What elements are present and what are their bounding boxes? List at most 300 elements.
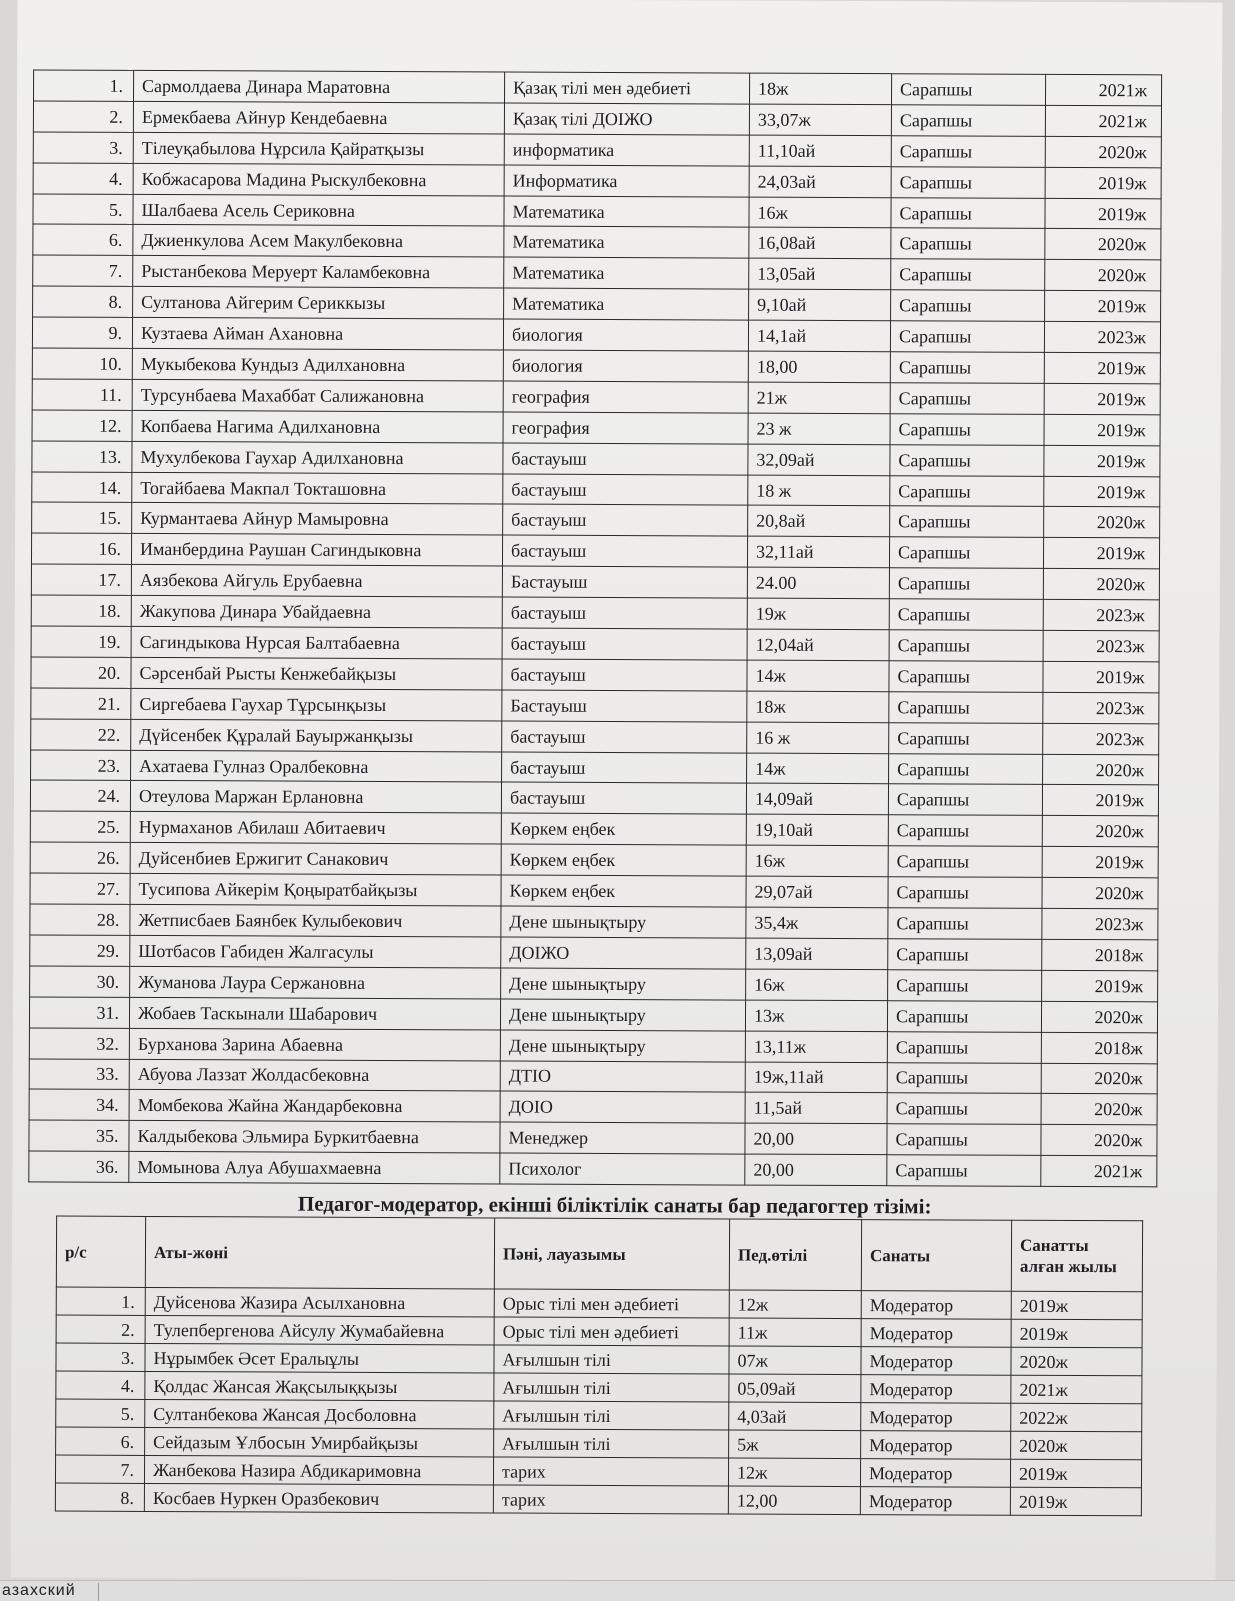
- cell-category: Сарапшы: [888, 784, 1042, 816]
- cell-name: Момбекова Жайна Жандарбековна: [129, 1090, 500, 1123]
- cell-category: Сарапшы: [887, 1062, 1041, 1094]
- cell-experience: 24,03ай: [749, 166, 891, 198]
- cell-year: 2020ж: [1045, 136, 1161, 167]
- cell-subject: Көркем еңбек: [501, 875, 746, 907]
- table-row: [31, 533, 1159, 569]
- cell-experience: 18,00: [748, 351, 890, 383]
- cell-year: 2019ж: [1044, 476, 1160, 507]
- cell-experience: 16ж: [746, 969, 888, 1001]
- cell-experience: 20,8ай: [748, 506, 890, 538]
- cell-subject: Психолог: [500, 1153, 745, 1185]
- cell-number: 4.: [33, 163, 133, 194]
- cell-category: Модератор: [861, 1375, 1011, 1404]
- table-row: [31, 719, 1159, 755]
- table-row: [30, 811, 1158, 847]
- cell-experience: 35,4ж: [746, 907, 888, 939]
- cell-name: Султанбекова Жансая Досболовна: [145, 1399, 494, 1429]
- cell-experience: 20,00: [745, 1154, 887, 1186]
- cell-year: 2023ж: [1043, 723, 1159, 754]
- table-row: [32, 410, 1160, 446]
- cell-category: Сарапшы: [889, 568, 1043, 600]
- cell-category: Сарапшы: [890, 352, 1044, 384]
- table-row: [31, 595, 1159, 631]
- table-row: [31, 657, 1159, 693]
- cell-category: Сарапшы: [890, 413, 1044, 445]
- table-row: [30, 966, 1158, 1002]
- cell-experience: 16ж: [749, 197, 891, 229]
- cell-number: 18.: [31, 595, 131, 626]
- cell-name: Рыстанбекова Меруерт Каламбековна: [133, 256, 504, 289]
- cell-subject: бастауыш: [502, 721, 747, 753]
- cell-subject: Көркем еңбек: [501, 844, 746, 876]
- cell-year: 2020ж: [1044, 507, 1160, 538]
- cell-name: Сиргебаева Гаухар Тұрсынқызы: [131, 688, 502, 721]
- cell-name: Джиенкулова Асем Макулбековна: [133, 225, 504, 258]
- cell-name: Ахатаева Гулназ Оралбековна: [131, 750, 502, 783]
- table-row: [31, 688, 1159, 724]
- cell-subject: тарих: [493, 1457, 728, 1486]
- cell-number: 8.: [55, 1483, 144, 1511]
- cell-name: Кобжасарова Мадина Рыскулбековна: [133, 163, 504, 196]
- cell-number: 11.: [32, 379, 132, 410]
- cell-number: 6.: [56, 1427, 145, 1455]
- cell-year: 2020ж: [1041, 1125, 1157, 1156]
- cell-year: 2019ж: [1045, 198, 1161, 229]
- cell-category: Сарапшы: [890, 383, 1044, 415]
- header-cell-year: Санатты алған жылы: [1011, 1220, 1142, 1292]
- cell-experience: 5ж: [729, 1430, 861, 1459]
- table-row: [32, 472, 1160, 508]
- cell-subject: ДОІЖО: [501, 937, 746, 969]
- cell-name: Ермекбаева Айнур Кендебаевна: [133, 101, 504, 134]
- cell-category: Сарапшы: [889, 753, 1043, 785]
- cell-name: Копбаева Нагима Адилхановна: [132, 410, 503, 443]
- cell-year: 2023ж: [1042, 908, 1158, 939]
- cell-name: Иманбердина Раушан Сагиндыковна: [131, 534, 502, 567]
- cell-subject: тарих: [493, 1485, 728, 1514]
- cell-experience: 21ж: [748, 382, 890, 414]
- cell-year: 2018ж: [1041, 1032, 1157, 1063]
- cell-experience: 29,07ай: [746, 876, 888, 908]
- table-row: [33, 224, 1161, 260]
- cell-year: 2021ж: [1045, 74, 1161, 105]
- cell-subject: бастауыш: [503, 443, 748, 475]
- cell-category: Сарапшы: [891, 105, 1045, 137]
- cell-category: Сарапшы: [887, 1093, 1041, 1125]
- cell-name: Мукыбекова Кундыз Адилхановна: [132, 348, 503, 381]
- cell-category: Сарапшы: [889, 722, 1043, 754]
- cell-number: 3.: [33, 132, 133, 163]
- cell-year: 2020ж: [1011, 1347, 1142, 1376]
- cell-name: Дүйсенбек Құралай Бауыржанқызы: [131, 719, 502, 752]
- cell-subject: бастауыш: [502, 535, 747, 567]
- cell-experience: 32,09ай: [748, 444, 890, 476]
- cell-subject: Ағылшын тілі: [494, 1401, 729, 1430]
- cell-name: Сейдазым Ұлбосын Умирбайқызы: [145, 1427, 494, 1457]
- cell-category: Сарапшы: [888, 846, 1042, 878]
- cell-number: 33.: [29, 1058, 129, 1089]
- cell-number: 22.: [31, 719, 131, 750]
- cell-year: 2020ж: [1042, 878, 1158, 909]
- status-bar: [0, 1580, 1235, 1601]
- cell-experience: 13,09ай: [746, 938, 888, 970]
- document-page: [11, 0, 1223, 1583]
- cell-subject: Қазақ тілі ДОІЖО: [504, 103, 749, 135]
- cell-name: Дуйсенбиев Ержигит Санакович: [130, 843, 501, 876]
- cell-category: Сарапшы: [891, 228, 1045, 260]
- cell-experience: 16ж: [746, 845, 888, 877]
- cell-category: Сарапшы: [889, 692, 1043, 724]
- table-row: [29, 1058, 1157, 1094]
- table-row: [32, 441, 1160, 477]
- language-indicator[interactable]: азахский: [2, 1582, 76, 1599]
- table-row: [29, 1089, 1157, 1125]
- cell-subject: Ағылшын тілі: [494, 1429, 729, 1458]
- cell-subject: Дене шынықтыру: [500, 1030, 745, 1062]
- cell-subject: ДОІО: [500, 1091, 745, 1123]
- cell-category: Сарапшы: [887, 1000, 1041, 1032]
- cell-experience: 05,09ай: [729, 1374, 861, 1403]
- cell-subject: бастауыш: [502, 597, 747, 629]
- cell-year: 2020ж: [1045, 229, 1161, 260]
- cell-number: 30.: [30, 966, 130, 997]
- cell-year: 2019ж: [1044, 445, 1160, 476]
- cell-number: 6.: [33, 224, 133, 255]
- cell-category: Сарапшы: [888, 939, 1042, 971]
- cell-number: 5.: [33, 194, 133, 225]
- header-cell-name: Аты-жөні: [145, 1216, 494, 1289]
- cell-number: 19.: [31, 626, 131, 657]
- cell-name: Жакупова Динара Убайдаевна: [131, 596, 502, 629]
- cell-experience: 12,00: [728, 1486, 860, 1515]
- cell-name: Нурмаханов Абилаш Абитаевич: [130, 812, 501, 845]
- table-row: [32, 502, 1160, 538]
- cell-category: Сарапшы: [887, 1124, 1041, 1156]
- cell-experience: 11,10ай: [749, 135, 891, 167]
- table-row: [33, 101, 1161, 137]
- cell-name: Тусипова Айкерім Қоңыратбайқызы: [130, 874, 501, 907]
- cell-number: 36.: [29, 1151, 129, 1182]
- cell-year: 2019ж: [1010, 1487, 1141, 1516]
- cell-number: 21.: [31, 688, 131, 719]
- cell-number: 10.: [32, 348, 132, 379]
- cell-experience: 18ж: [747, 691, 889, 723]
- cell-category: Сарапшы: [889, 599, 1043, 631]
- cell-subject: бастауыш: [502, 659, 747, 691]
- cell-number: 20.: [31, 657, 131, 688]
- table-row: [29, 1028, 1157, 1064]
- cell-subject: Көркем еңбек: [501, 813, 746, 845]
- header-cell-number: р/с: [56, 1216, 145, 1287]
- cell-number: 7.: [55, 1455, 144, 1483]
- cell-subject: Математика: [504, 288, 749, 320]
- cell-number: 12.: [32, 410, 132, 441]
- cell-subject: бастауыш: [503, 504, 748, 536]
- cell-year: 2019ж: [1044, 414, 1160, 445]
- cell-experience: 12ж: [729, 1290, 861, 1319]
- cell-category: Модератор: [860, 1487, 1010, 1516]
- cell-experience: 14ж: [747, 753, 889, 785]
- cell-subject: Менеджер: [500, 1122, 745, 1154]
- cell-year: 2019ж: [1043, 538, 1159, 569]
- cell-experience: 4,03ай: [729, 1402, 861, 1431]
- cell-subject: география: [503, 412, 748, 444]
- cell-year: 2021ж: [1045, 105, 1161, 136]
- cell-experience: 11ж: [729, 1318, 861, 1347]
- cell-number: 1.: [56, 1287, 145, 1315]
- table-row: [33, 163, 1161, 199]
- cell-category: Модератор: [861, 1319, 1011, 1348]
- cell-name: Тогайбаева Макпал Токташовна: [132, 472, 503, 505]
- cell-name: Мухулбекова Гаухар Адилхановна: [132, 441, 503, 474]
- cell-subject: география: [503, 381, 748, 413]
- cell-number: 1.: [34, 70, 134, 101]
- cell-subject: Математика: [504, 196, 749, 228]
- cell-subject: Дене шынықтыру: [501, 968, 746, 1000]
- cell-category: Сарапшы: [887, 1031, 1041, 1063]
- cell-subject: Математика: [504, 257, 749, 289]
- cell-number: 24.: [30, 780, 130, 811]
- cell-category: Сарапшы: [887, 1155, 1041, 1187]
- cell-category: Сарапшы: [891, 166, 1045, 198]
- cell-number: 2.: [33, 101, 133, 132]
- cell-name: Жанбекова Назира Абдикаримовна: [144, 1455, 493, 1485]
- cell-number: 32.: [29, 1028, 129, 1059]
- cell-category: Сарапшы: [888, 970, 1042, 1002]
- table-row: [30, 873, 1158, 909]
- table-row: [34, 70, 1162, 106]
- cell-year: 2021ж: [1041, 1156, 1157, 1187]
- cell-name: Абуова Лаззат Жолдасбековна: [129, 1059, 500, 1092]
- cell-year: 2023ж: [1043, 600, 1159, 631]
- cell-category: Модератор: [861, 1347, 1011, 1376]
- table-row: [29, 1120, 1157, 1156]
- cell-name: Косбаев Нуркен Оразбекович: [144, 1483, 493, 1513]
- cell-year: 2020ж: [1043, 569, 1159, 600]
- cell-year: 2020ж: [1011, 1431, 1142, 1460]
- cell-number: 5.: [56, 1399, 145, 1427]
- cell-year: 2023ж: [1043, 630, 1159, 661]
- cell-name: Жетписбаев Баянбек Кулыбекович: [130, 904, 501, 937]
- cell-experience: 07ж: [729, 1346, 861, 1375]
- table-row: [33, 132, 1161, 168]
- header-cell-category: Санаты: [861, 1220, 1011, 1292]
- cell-year: 2021ж: [1011, 1375, 1142, 1404]
- table-sarapshy: [28, 69, 1162, 1187]
- cell-category: Модератор: [860, 1459, 1010, 1488]
- cell-experience: 11,5ай: [745, 1092, 887, 1124]
- cell-year: 2020ж: [1041, 1063, 1157, 1094]
- cell-subject: Бастауыш: [502, 566, 747, 598]
- cell-name: Тілеуқабылова Нұрсила Қайратқызы: [133, 132, 504, 165]
- cell-subject: Ағылшын тілі: [494, 1345, 729, 1374]
- cell-subject: бастауыш: [501, 782, 746, 814]
- cell-year: 2020ж: [1041, 1094, 1157, 1125]
- cell-subject: Математика: [504, 226, 749, 258]
- cell-number: 29.: [30, 935, 130, 966]
- cell-experience: 16 ж: [747, 722, 889, 754]
- cell-category: Сарапшы: [888, 877, 1042, 909]
- cell-subject: Дене шынықтыру: [501, 906, 746, 938]
- table-row: [31, 564, 1159, 600]
- cell-number: 34.: [29, 1089, 129, 1120]
- cell-number: 2.: [56, 1315, 145, 1343]
- table-row: [29, 1151, 1157, 1187]
- cell-year: 2022ж: [1011, 1403, 1142, 1432]
- cell-name: Калдыбекова Эльмира Буркитбаевна: [129, 1121, 500, 1154]
- cell-year: 2019ж: [1042, 847, 1158, 878]
- cell-year: 2020ж: [1041, 1001, 1157, 1032]
- table-row: [30, 904, 1158, 940]
- cell-experience: 12,04ай: [747, 629, 889, 661]
- cell-experience: 19ж: [747, 598, 889, 630]
- cell-number: 27.: [30, 873, 130, 904]
- cell-category: Сарапшы: [890, 506, 1044, 538]
- cell-number: 8.: [33, 286, 133, 317]
- cell-number: 13.: [32, 441, 132, 472]
- cell-year: 2023ж: [1043, 692, 1159, 723]
- cell-year: 2023ж: [1044, 321, 1160, 352]
- cell-category: Модератор: [861, 1291, 1011, 1320]
- cell-year: 2020ж: [1043, 754, 1159, 785]
- cell-subject: Дене шынықтыру: [500, 999, 745, 1031]
- cell-year: 2019ж: [1042, 785, 1158, 816]
- cell-name: Нұрымбек Әсет Ералыұлы: [145, 1343, 494, 1373]
- cell-name: Сармолдаева Динара Маратовна: [134, 70, 505, 103]
- cell-experience: 19ж,11ай: [745, 1062, 887, 1094]
- table-body: [29, 70, 1162, 1187]
- cell-experience: 13,05ай: [749, 258, 891, 290]
- cell-year: 2019ж: [1044, 352, 1160, 383]
- cell-year: 2019ж: [1043, 661, 1159, 692]
- cell-number: 26.: [30, 842, 130, 873]
- table-header-row: [56, 1216, 1142, 1292]
- cell-subject: биология: [503, 319, 748, 351]
- cell-year: 2019ж: [1044, 383, 1160, 414]
- cell-experience: 18ж: [749, 73, 891, 105]
- cell-year: 2020ж: [1042, 816, 1158, 847]
- cell-name: Тулепбергенова Айсулу Жумабайевна: [145, 1315, 494, 1345]
- table-row: [32, 379, 1160, 415]
- cell-experience: 24.00: [747, 567, 889, 599]
- cell-subject: Ағылшын тілі: [494, 1373, 729, 1402]
- cell-number: 23.: [31, 750, 131, 781]
- cell-number: 17.: [31, 564, 131, 595]
- cell-category: Сарапшы: [888, 908, 1042, 940]
- cell-category: Сарапшы: [891, 135, 1045, 167]
- cell-experience: 16,08ай: [749, 228, 891, 260]
- cell-name: Жуманова Лаура Сержановна: [130, 966, 501, 999]
- cell-subject: информатика: [504, 134, 749, 166]
- cell-name: Қолдас Жансая Жақсылыққызы: [145, 1371, 494, 1401]
- cell-name: Бурханова Зарина Абаевна: [129, 1028, 500, 1061]
- table-moderator: [55, 1216, 1143, 1517]
- cell-experience: 12ж: [728, 1458, 860, 1487]
- cell-year: 2019ж: [1045, 167, 1161, 198]
- table-row: [55, 1483, 1141, 1516]
- cell-subject: Бастауыш: [502, 690, 747, 722]
- cell-category: Сарапшы: [889, 661, 1043, 693]
- table-row: [31, 750, 1159, 786]
- cell-year: 2019ж: [1010, 1459, 1141, 1488]
- cell-number: 7.: [33, 255, 133, 286]
- cell-year: 2019ж: [1045, 291, 1161, 322]
- cell-subject: бастауыш: [503, 474, 748, 506]
- table-row: [32, 317, 1160, 353]
- cell-subject: Қазақ тілі мен әдебиеті: [504, 72, 749, 104]
- cell-experience: 19,10ай: [746, 814, 888, 846]
- cell-number: 14.: [32, 472, 132, 503]
- cell-name: Турсунбаева Махаббат Салижановна: [132, 379, 503, 412]
- cell-category: Сарапшы: [889, 630, 1043, 662]
- table-row: [30, 842, 1158, 878]
- cell-category: Сарапшы: [889, 537, 1043, 569]
- cell-subject: Орыс тілі мен әдебиеті: [494, 1317, 729, 1346]
- cell-name: Курмантаева Айнур Мамыровна: [132, 503, 503, 536]
- cell-subject: бастауыш: [502, 628, 747, 660]
- cell-subject: Информатика: [504, 165, 749, 197]
- cell-category: Сарапшы: [888, 815, 1042, 847]
- cell-name: Шотбасов Габиден Жалгасулы: [130, 935, 501, 968]
- cell-number: 35.: [29, 1120, 129, 1151]
- cell-subject: бастауыш: [502, 752, 747, 784]
- cell-subject: ДТІО: [500, 1060, 745, 1092]
- cell-number: 25.: [30, 811, 130, 842]
- cell-category: Сарапшы: [890, 444, 1044, 476]
- table-row: [30, 780, 1158, 816]
- cell-name: Сәрсенбай Рысты Кенжебайқызы: [131, 657, 502, 690]
- cell-number: 15.: [32, 502, 132, 533]
- cell-experience: 33,07ж: [749, 104, 891, 136]
- cell-name: Султанова Айгерим Сериккызы: [133, 287, 504, 320]
- cell-category: Сарапшы: [891, 259, 1045, 291]
- cell-subject: биология: [503, 350, 748, 382]
- header-cell-experience: Пед.өтілі: [729, 1219, 861, 1291]
- cell-category: Модератор: [861, 1431, 1011, 1460]
- section-title: Педагог-модератор, екінші біліктілік санаты бар педагогтер тізімі:: [297, 1191, 932, 1219]
- cell-number: 4.: [56, 1371, 145, 1399]
- cell-category: Сарапшы: [891, 74, 1045, 106]
- table-row: [31, 626, 1159, 662]
- cell-experience: 23 ж: [748, 413, 890, 445]
- cell-experience: 13ж: [745, 1000, 887, 1032]
- cell-experience: 9,10ай: [749, 289, 891, 321]
- table-row: [29, 997, 1157, 1033]
- cell-name: Момынова Алуа Абушахмаевна: [129, 1152, 500, 1185]
- cell-year: 2019ж: [1011, 1319, 1142, 1348]
- cell-number: 9.: [32, 317, 132, 348]
- cell-experience: 14,1ай: [748, 320, 890, 352]
- cell-experience: 14ж: [747, 660, 889, 692]
- cell-number: 28.: [30, 904, 130, 935]
- cell-experience: 20,00: [745, 1123, 887, 1155]
- cell-name: Кузтаева Айман Ахановна: [132, 318, 503, 351]
- cell-name: Сагиндыкова Нурсая Балтабаевна: [131, 626, 502, 659]
- cell-experience: 14,09ай: [746, 784, 888, 816]
- table-row: [33, 255, 1161, 291]
- cell-category: Модератор: [861, 1403, 1011, 1432]
- cell-experience: 32,11ай: [747, 536, 889, 568]
- cell-name: Аязбекова Айгуль Ерубаевна: [131, 565, 502, 598]
- cell-number: 16.: [31, 533, 131, 564]
- cell-category: Сарапшы: [890, 321, 1044, 353]
- cell-subject: Орыс тілі мен әдебиеті: [494, 1289, 729, 1318]
- cell-experience: 18 ж: [748, 475, 890, 507]
- header-cell-subject: Пәні, лауазымы: [494, 1218, 729, 1290]
- cell-name: Жобаев Таскынали Шабарович: [129, 997, 500, 1030]
- cell-number: 3.: [56, 1343, 145, 1371]
- cell-name: Отеулова Маржан Ерлановна: [130, 781, 501, 814]
